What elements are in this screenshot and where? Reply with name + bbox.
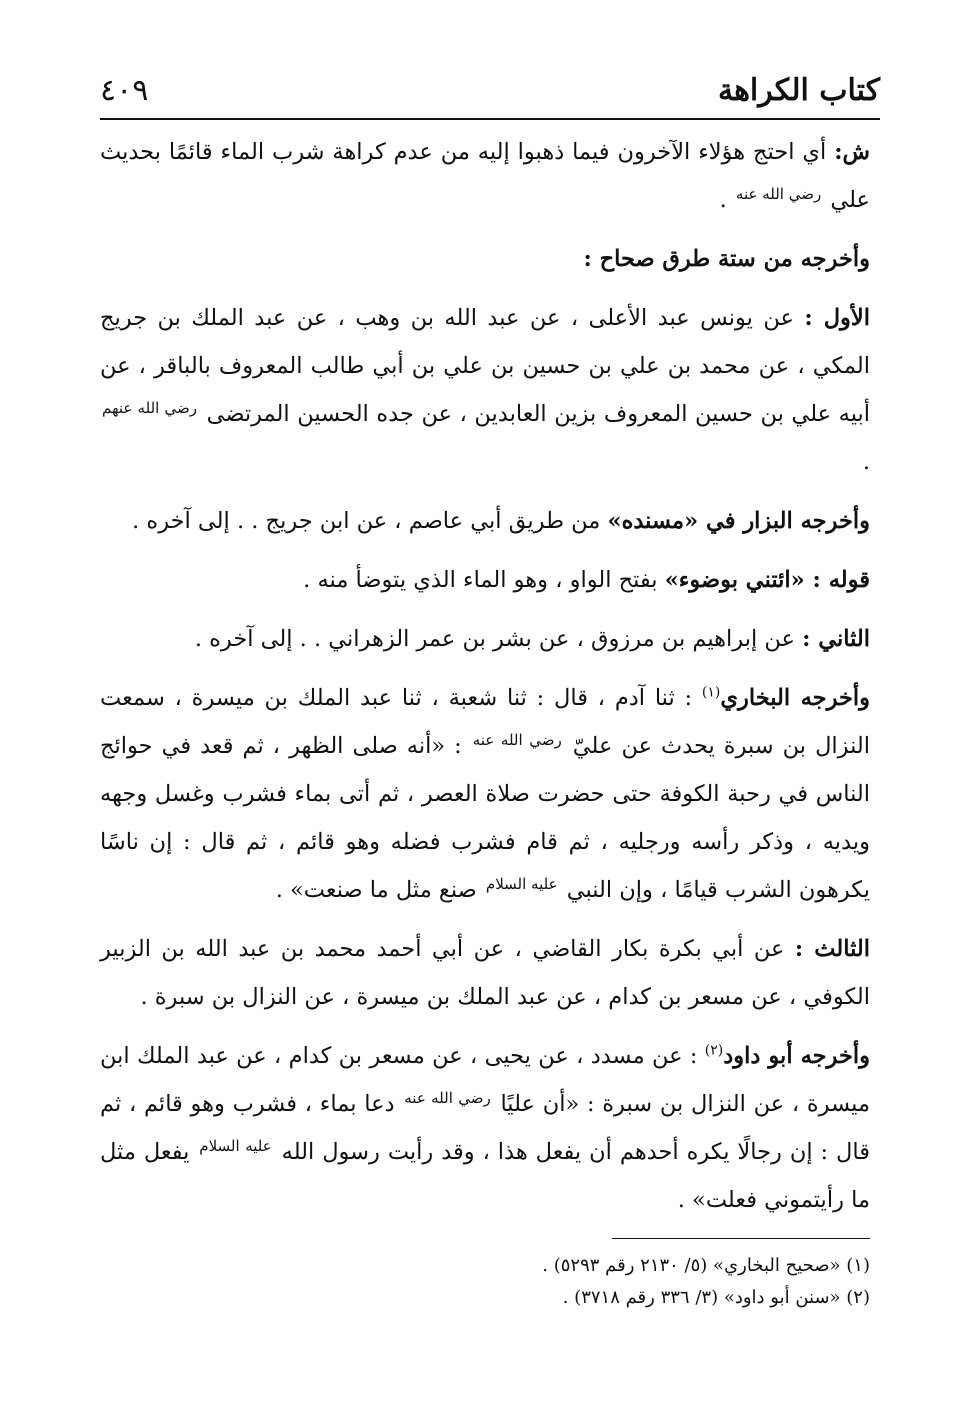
paragraph-label: وأخرجه أبو داود — [723, 1043, 870, 1069]
paragraph-label: ش: — [834, 139, 870, 165]
page-header — [100, 58, 880, 108]
paragraph — [100, 497, 870, 545]
paragraph — [100, 925, 870, 1021]
paragraph — [100, 615, 870, 663]
honorific: رضي الله عنهم — [102, 398, 197, 417]
paragraph-label: وأخرجه من ستة طرق صحاح : — [583, 246, 870, 272]
paragraph-label: وأخرجه البخاري — [720, 685, 871, 711]
honorific: رضي الله عنه — [735, 184, 822, 203]
paragraph-label: الأول : — [804, 305, 871, 331]
paragraph-text: عن إبراهيم بن مرزوق ، عن بشر بن عمر الزهراني . . إلى آخره . — [194, 626, 803, 652]
paragraph-text: : عن مسدد ، عن يحيى ، عن مسعر بن كدام ، عن عبد الملك ابن ميسرة ، عن النزال بن سبرة : «أن عليًا — [100, 1043, 871, 1117]
paragraph-text: : ثنا آدم ، قال : ثنا شعبة ، ثنا عبد الملك بن ميسرة ، سمعت النزال بن سبرة يحدث عن عليّ — [100, 685, 870, 759]
honorific: رضي الله عنه — [404, 1088, 491, 1107]
header-divider — [100, 118, 880, 120]
footnote: (١) «صحيح البخاري» (٥/ ٢١٣٠ رقم ٥٢٩٣) . — [542, 1255, 870, 1276]
paragraph-tail: . — [719, 187, 734, 213]
paragraph-tail: . — [862, 449, 870, 475]
honorific: عليه السلام — [199, 1136, 272, 1155]
footnote-ref: (١) — [701, 684, 721, 701]
paragraph-text: عن يونس عبد الأعلى ، عن عبد الله بن وهب ، عن عبد الملك بن جريج المكي ، عن محمد بن علي بن حسين بن علي بن أبي طالب المعروف بالباقر ، عن أبيه علي بن حسين المعروف بزين العابدين ، عن جده الحسين المرتضى — [100, 305, 871, 427]
paragraph-label: الثالث : — [794, 936, 871, 962]
footnote-divider — [612, 1238, 870, 1239]
honorific: عليه السلام — [485, 874, 558, 893]
footnote-ref: (٢) — [704, 1042, 724, 1059]
paragraph-text: أي احتج هؤلاء الآخرون فيما ذهبوا إليه من عدم كراهة شرب الماء قائمًا بحديث علي — [100, 139, 870, 213]
footnote: (٢) «سنن أبو داود» (٣/ ٣٣٦ رقم ٣٧١٨) . — [562, 1287, 870, 1308]
paragraph-text: من طريق أبي عاصم ، عن ابن جريج . . إلى آخره . — [132, 508, 608, 534]
paragraph-tail: يفعل مثل ما رأيتموني فعلت» . — [100, 1139, 870, 1213]
paragraph — [100, 674, 870, 914]
paragraph-label: وأخرجه البزار في «مسنده» — [607, 508, 870, 534]
footnotes — [300, 1250, 870, 1314]
paragraph — [100, 556, 870, 604]
running-title: كتاب الكراهة — [718, 73, 880, 108]
paragraph-tail: : «أنه صلى الظهر ، ثم قعد في حوائج الناس في رحبة الكوفة حتى حضرت صلاة العصر ، ثم أتى بماء فشرب وغسل وجهه ويديه ، وذكر رأسه ورجليه ، ثم قام فشرب فضله وهو قائم ، ثم قال : إن ناسًا يكرهون الشرب قيامًا ، وإن النبي — [100, 733, 870, 903]
paragraph-tail: صنع مثل ما صنعت» . — [275, 877, 484, 903]
section-heading — [100, 235, 870, 283]
main-text — [100, 128, 870, 1224]
page-number: ٤٠٩ — [100, 73, 149, 108]
paragraph — [100, 1032, 870, 1224]
paragraph-text: بفتح الواو ، وهو الماء الذي يتوضأ منه . — [303, 567, 665, 593]
paragraph-text: عن أبي بكرة بكار القاضي ، عن أبي أحمد محمد بن عبد الله بن الزبير الكوفي ، عن مسعر بن كدام ، عن عبد الملك بن ميسرة ، عن النزال بن سبرة . — [100, 936, 870, 1010]
paragraph-tail: دعا بماء ، فشرب وهو قائم ، ثم قال : إن رجالًا يكره أحدهم أن يفعل هذا ، وقد رأيت رسول الله — [100, 1091, 870, 1165]
honorific: رضي الله عنه — [472, 730, 562, 749]
paragraph — [100, 128, 870, 224]
paragraph — [100, 294, 870, 486]
paragraph-label: قوله : «ائتني بوضوء» — [664, 567, 870, 593]
paragraph-label: الثاني : — [802, 626, 870, 652]
